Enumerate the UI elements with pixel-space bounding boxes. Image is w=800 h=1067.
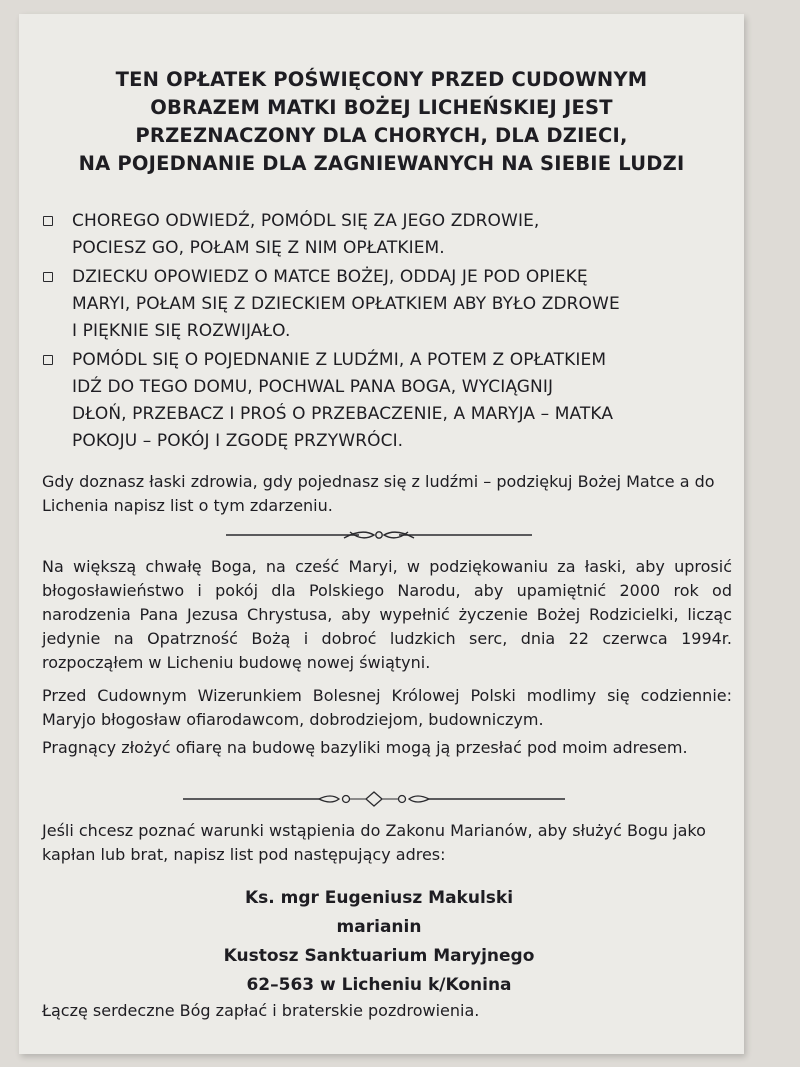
ornament-divider-icon bbox=[179, 788, 569, 810]
address-name: Ks. mgr Eugeniusz Makulski bbox=[244, 888, 514, 908]
checklist-line: MARYI, POŁAM SIĘ Z DZIECKIEM OPŁATKIEM ABY BYŁO ZDROWE bbox=[72, 294, 620, 314]
closing-line: Łączę serdeczne Bóg zapłać i braterskie pozdrowienia. bbox=[42, 1001, 480, 1020]
offering-paragraph: Pragnący złożyć ofiarę na budowę bazyliki mogą ją przesłać pod moim adresem. bbox=[42, 738, 688, 757]
checklist-line: POMÓDL SIĘ O POJEDNANIE Z LUDŹMI, A POTEM Z OPŁATKIEM bbox=[72, 350, 607, 370]
postal-address bbox=[119, 884, 639, 1000]
temple-paragraph: Na większą chwałę Boga, na cześć Maryi, w podziękowaniu za łaski, aby uprosić błogosławieństwo i pokój dla Polskiego Narodu, aby upamiętnić 2000 rok od narodzenia Pana Jezusa Chrystusa, aby wypełnić życzenie Bożej Rodzicielki, licząc jedynie na Opatrzność Bożą i dobroć ludzkich serc, dnia 22 czerwca 1994r. rozpocząłem w Licheniu budowę nowej świątyni. bbox=[42, 557, 732, 672]
checklist-line: DŁOŃ, PRZEBACZ I PROŚ O PRZEBACZENIE, A MARYJA – MATKA bbox=[72, 404, 614, 424]
heading-line: TEN OPŁATEK POŚWIĘCONY PRZED CUDOWNYM bbox=[115, 68, 648, 91]
checklist-item-child bbox=[41, 264, 731, 345]
ornament-divider-icon bbox=[224, 524, 534, 546]
heading-line: OBRAZEM MATKI BOŻEJ LICHEŃSKIEJ JEST bbox=[150, 96, 613, 119]
heading-line: NA POJEDNANIE DLA ZAGNIEWANYCH NA SIEBIE LUDZI bbox=[78, 152, 685, 175]
address-postal: 62–563 w Licheniu k/Konina bbox=[246, 975, 512, 995]
card-heading bbox=[59, 66, 704, 178]
congregation-paragraph: Jeśli chcesz poznać warunki wstąpienia do Zakonu Marianów, aby służyć Bogu jako kapłan lub brat, napisz list pod następujący adres: bbox=[42, 821, 706, 864]
instruction-checklist bbox=[41, 208, 731, 457]
prayer-card bbox=[19, 14, 744, 1054]
checklist-line: DZIECKU OPOWIEDZ O MATCE BOŻEJ, ODDAJ JE POD OPIEKĘ bbox=[72, 267, 588, 287]
checklist-line: CHOREGO ODWIEDŹ, POMÓDL SIĘ ZA JEGO ZDROWIE, bbox=[72, 211, 540, 231]
checklist-line: IDŹ DO TEGO DOMU, POCHWAL PANA BOGA, WYCIĄGNIJ bbox=[72, 377, 554, 397]
checklist-line: POKOJU – POKÓJ I ZGODĘ PRZYWRÓCI. bbox=[72, 431, 404, 451]
checklist-line: I PIĘKNIE SIĘ ROZWIJAŁO. bbox=[72, 321, 291, 341]
checklist-item-visit-sick bbox=[41, 208, 731, 262]
checklist-item-reconciliation bbox=[41, 347, 731, 455]
checklist-line: POCIESZ GO, POŁAM SIĘ Z NIM OPŁATKIEM. bbox=[72, 238, 445, 258]
prayer-paragraph: Przed Cudownym Wizerunkiem Bolesnej Królowej Polski modlimy się codziennie: Maryjo błogosław ofiarodawcom, dobrodziejom, budowniczym. bbox=[42, 686, 732, 729]
address-office: Kustosz Sanktuarium Maryjnego bbox=[223, 946, 535, 966]
checkbox-icon bbox=[43, 355, 53, 365]
gratitude-paragraph: Gdy doznasz łaski zdrowia, gdy pojednasz się z ludźmi – podziękuj Bożej Matce a do Lichenia napisz list o tym zdarzeniu. bbox=[42, 472, 715, 515]
checkbox-icon bbox=[43, 272, 53, 282]
checkbox-icon bbox=[43, 216, 53, 226]
heading-line: PRZEZNACZONY DLA CHORYCH, DLA DZIECI, bbox=[135, 124, 628, 147]
address-order: marianin bbox=[336, 917, 422, 937]
